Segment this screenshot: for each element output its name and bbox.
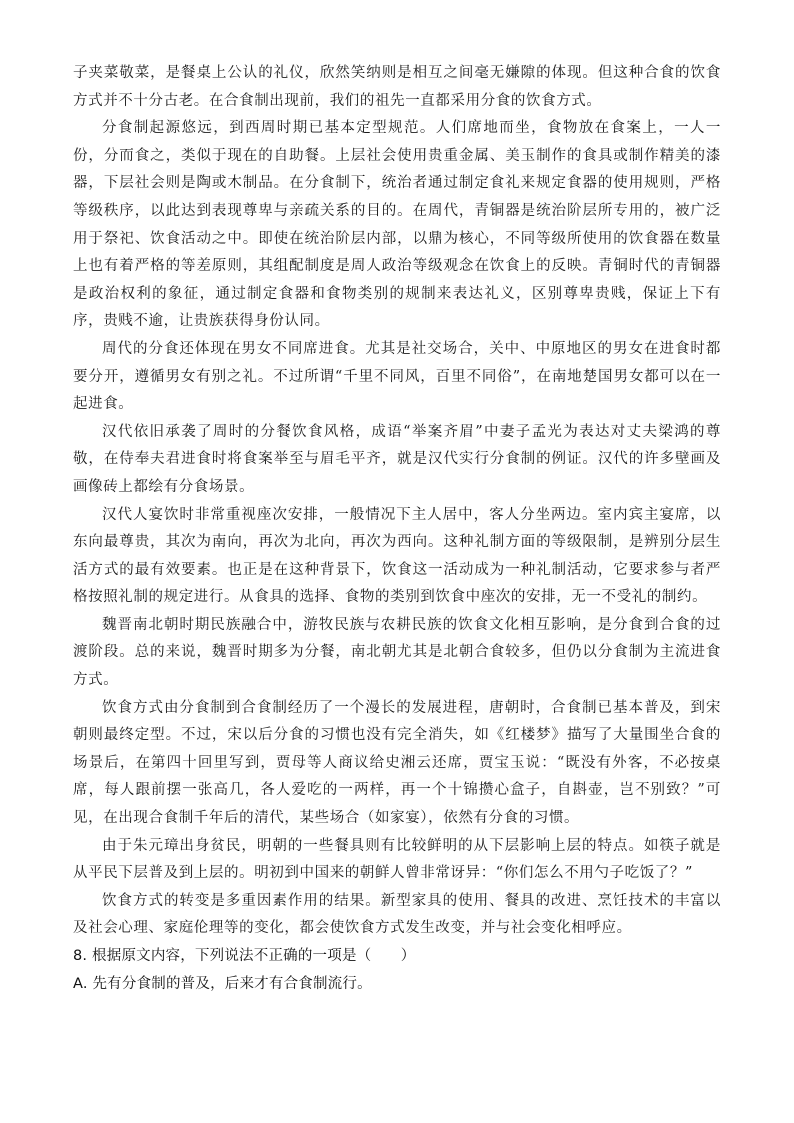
document-page xyxy=(73,60,721,998)
article-paragraph-1: 子夹菜敬菜，是餐桌上公认的礼仪，欣然笑纳则是相互之间毫无嫌隙的体现。但这种合食的饮食方式并不十分古老。在合食制出现前，我们的祖先一直都采用分食的饮食方式。 xyxy=(73,65,721,109)
article-paragraph-2: 分食制起源悠远，到西周时期已基本定型规范。人们席地而坐，食物放在食案上，一人一份，分而食之，类似于现在的自助餐。上层社会使用贵重金属、美玉制作的食具或制作精美的漆器，下层社会则是陶或木制品。在分食制下，统治者通过制定食礼来规定食器的使用规则，严格等级秩序，以此达到表现尊卑与亲疏关系的目的。在周代，青铜器是统治阶层所专用的，被广泛用于祭祀、饮食活动之中。即使在统治阶层内部，以鼎为核心，不同等级所使用的饮食器在数量上也有着严格的等差原则，其组配制度是周人政治等级观念在饮食上的反映。青铜时代的青铜器是政治权利的象征，通过制定食器和食物类别的规制来表达礼义，区别尊卑贵贱，保证上下有序，贵贱不逾，让贵族获得身份认同。 xyxy=(73,120,721,330)
article-paragraph-8: 由于朱元璋出身贫民，明朝的一些餐具则有比较鲜明的从下层影响上层的特点。如筷子就是从平民下层普及到上层的。明初到中国来的朝鲜人曾非常讶异：“你们怎么不用勺子吃饭了？” xyxy=(73,837,721,882)
question-stem: 8. 根据原文内容，下列说法不正确的一项是（ ） xyxy=(73,948,416,964)
question-option-a: A. 先有分食制的普及，后来才有合食制流行。 xyxy=(73,975,372,992)
article-paragraph-4: 汉代依旧承袭了周时的分餐饮食风格，成语“举案齐眉”中妻子孟光为表达对丈夫梁鸿的尊敬，在侍奉夫君进食时将食案举至与眉毛平齐，就是汉代实行分食制的例证。汉代的许多壁画及画像砖上都绘有分食场景。 xyxy=(73,423,721,495)
article-paragraph-3: 周代的分食还体现在男女不同席进食。尤其是社交场合，关中、中原地区的男女在进食时都要分开，遵循男女有别之礼。不过所谓“千里不同风，百里不同俗”，在南地楚国男女都可以在一起进食。 xyxy=(73,340,721,413)
article-paragraph-9: 饮食方式的转变是多重因素作用的结果。新型家具的使用、餐具的改进、烹饪技术的丰富以及社会心理、家庭伦理等的变化，都会使饮食方式发生改变，并与社会变化相呼应。 xyxy=(73,892,721,937)
article-paragraph-7: 饮食方式由分食制到合食制经历了一个漫长的发展进程，唐朝时，合食制已基本普及，到宋朝则最终定型。不过，宋以后分食的习惯也没有完全消失，如《红楼梦》描写了大量围坐合食的场景后，在第四十回里写到，贾母等人商议给史湘云还席，贾宝玉说：“既没有外客，不必按桌席，每人跟前摆一张高几，各人爱吃的一两样，再一个十锦攒心盒子，自斟壶，岂不别致？”可见，在出现合食制千年后的清代，某些场合（如家宴），依然有分食的习惯。 xyxy=(73,699,721,827)
article-paragraph-5: 汉代人宴饮时非常重视座次安排，一般情况下主人居中，客人分坐两边。室内宾主宴席，以东向最尊贵，其次为南向，再次为北向，再次为西向。这种礼制方面的等级限制，是辨别分层生活方式的最有效要素。也正是在这种背景下，饮食这一活动成为一种礼制活动，它要求参与者严格按照礼制的规定进行。从食具的选择、食物的类别到饮食中座次的安排，无一不受礼的制约。 xyxy=(73,506,721,606)
article-paragraph-6: 魏晋南北朝时期民族融合中，游牧民族与农耕民族的饮食文化相互影响，是分食到合食的过渡阶段。总的来说，魏晋时期多为分餐，南北朝尤其是北朝合食较多，但仍以分食制为主流进食方式。 xyxy=(73,616,721,689)
